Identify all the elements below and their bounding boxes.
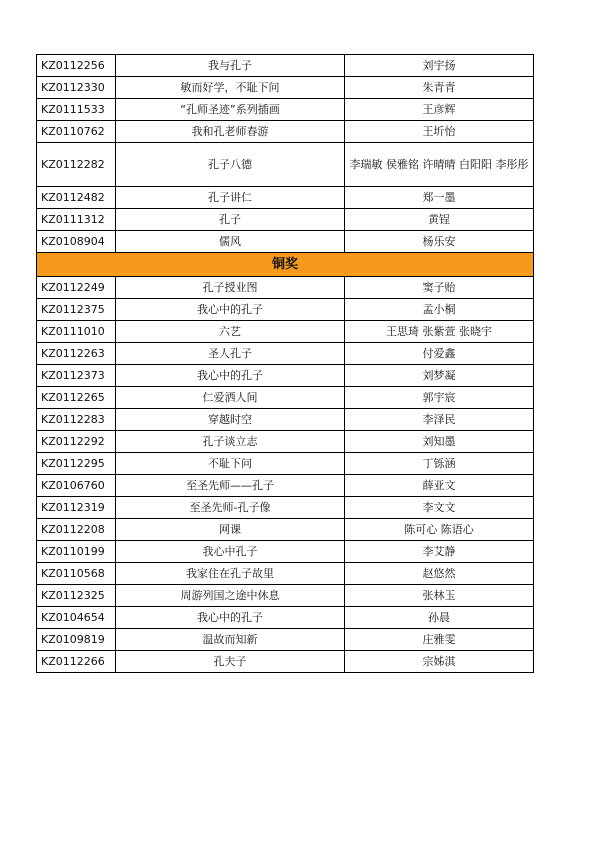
entry-author-cell: 孟小桐 [345, 299, 534, 321]
entry-author-cell: 孙晨 [345, 607, 534, 629]
table-row [37, 387, 534, 409]
table-row [37, 651, 534, 673]
entry-id-cell: KZ0104654 [37, 607, 116, 629]
entry-id-cell: KZ0110762 [37, 121, 116, 143]
entry-title-cell: 孔子授业图 [116, 277, 345, 299]
table-row [37, 321, 534, 343]
entry-title-cell: 孔子 [116, 209, 345, 231]
entry-author-cell: 赵悠然 [345, 563, 534, 585]
entry-author-cell: 付爱鑫 [345, 343, 534, 365]
entry-author-cell: 杨乐安 [345, 231, 534, 253]
entry-author-cell: 王彦辉 [345, 99, 534, 121]
entry-author-cell: 刘知墨 [345, 431, 534, 453]
table-row [37, 365, 534, 387]
entry-title-cell: 我心中的孔子 [116, 299, 345, 321]
entry-author-cell: 李文文 [345, 497, 534, 519]
entry-id-cell: KZ0109819 [37, 629, 116, 651]
table-row [37, 519, 534, 541]
awards-table [36, 54, 534, 673]
table-row [37, 143, 534, 187]
table-row [37, 453, 534, 475]
table-row [37, 187, 534, 209]
table-row [37, 431, 534, 453]
section-header-row [37, 253, 534, 277]
table-row [37, 497, 534, 519]
entry-title-cell: 孔夫子 [116, 651, 345, 673]
entry-author-cell: 刘宇扬 [345, 55, 534, 77]
entry-title-cell: 仁爱洒人间 [116, 387, 345, 409]
table-row [37, 607, 534, 629]
awards-table-body [37, 55, 534, 673]
entry-title-cell: 我和孔老师春游 [116, 121, 345, 143]
table-row [37, 55, 534, 77]
entry-id-cell: KZ0112282 [37, 143, 116, 187]
entry-author-cell: 薛亚文 [345, 475, 534, 497]
entry-id-cell: KZ0112266 [37, 651, 116, 673]
entry-author-cell: 朱青青 [345, 77, 534, 99]
entry-id-cell: KZ0112208 [37, 519, 116, 541]
entry-id-cell: KZ0112292 [37, 431, 116, 453]
entry-title-cell: 温故而知新 [116, 629, 345, 651]
entry-id-cell: KZ0111010 [37, 321, 116, 343]
table-row [37, 541, 534, 563]
entry-title-cell: 敏而好学，不耻下问 [116, 77, 345, 99]
table-row [37, 231, 534, 253]
entry-title-cell: 我与孔子 [116, 55, 345, 77]
entry-id-cell: KZ0112373 [37, 365, 116, 387]
entry-id-cell: KZ0111312 [37, 209, 116, 231]
table-row [37, 409, 534, 431]
entry-id-cell: KZ0112265 [37, 387, 116, 409]
table-row [37, 475, 534, 497]
entry-id-cell: KZ0106760 [37, 475, 116, 497]
table-row [37, 77, 534, 99]
entry-id-cell: KZ0112263 [37, 343, 116, 365]
entry-title-cell: “孔师圣迹”系列插画 [116, 99, 345, 121]
entry-id-cell: KZ0110199 [37, 541, 116, 563]
entry-author-cell: 李艾静 [345, 541, 534, 563]
entry-id-cell: KZ0112319 [37, 497, 116, 519]
entry-id-cell: KZ0112249 [37, 277, 116, 299]
table-row [37, 277, 534, 299]
entry-title-cell: 我心中的孔子 [116, 607, 345, 629]
table-row [37, 629, 534, 651]
entry-title-cell: 我心中孔子 [116, 541, 345, 563]
entry-author-cell: 郭宇宸 [345, 387, 534, 409]
entry-author-cell: 庄雅雯 [345, 629, 534, 651]
entry-title-cell: 周游列国之途中休息 [116, 585, 345, 607]
table-row [37, 585, 534, 607]
entry-id-cell: KZ0112330 [37, 77, 116, 99]
entry-id-cell: KZ0112482 [37, 187, 116, 209]
table-row [37, 563, 534, 585]
entry-title-cell: 至圣先师——孔子 [116, 475, 345, 497]
entry-author-cell: 刘梦凝 [345, 365, 534, 387]
entry-title-cell: 六艺 [116, 321, 345, 343]
entry-author-cell: 黄锃 [345, 209, 534, 231]
entry-title-cell: 儒风 [116, 231, 345, 253]
table-row [37, 209, 534, 231]
entry-id-cell: KZ0112325 [37, 585, 116, 607]
entry-id-cell: KZ0111533 [37, 99, 116, 121]
entry-id-cell: KZ0110568 [37, 563, 116, 585]
entry-id-cell: KZ0112283 [37, 409, 116, 431]
entry-title-cell: 至圣先师-孔子像 [116, 497, 345, 519]
entry-title-cell: 我心中的孔子 [116, 365, 345, 387]
entry-id-cell: KZ0108904 [37, 231, 116, 253]
entry-title-cell: 孔子八德 [116, 143, 345, 187]
entry-author-cell: 李瑞敏 侯雅铭 许晴晴 白阳阳 李彤彤 [345, 143, 534, 187]
entry-title-cell: 我家住在孔子故里 [116, 563, 345, 585]
entry-author-cell: 张林玉 [345, 585, 534, 607]
entry-id-cell: KZ0112256 [37, 55, 116, 77]
section-title: 铜奖 [37, 253, 534, 277]
entry-title-cell: 孔子讲仁 [116, 187, 345, 209]
entry-id-cell: KZ0112375 [37, 299, 116, 321]
entry-author-cell: 陈可心 陈语心 [345, 519, 534, 541]
table-row [37, 121, 534, 143]
entry-author-cell: 宗姊淇 [345, 651, 534, 673]
entry-author-cell: 王思琦 张紫萱 张晓宇 [345, 321, 534, 343]
entry-author-cell: 郑一墨 [345, 187, 534, 209]
entry-author-cell: 窦子贻 [345, 277, 534, 299]
entry-title-cell: 圣人孔子 [116, 343, 345, 365]
entry-title-cell: 孔子谈立志 [116, 431, 345, 453]
table-row [37, 343, 534, 365]
table-row [37, 299, 534, 321]
entry-title-cell: 不耻下问 [116, 453, 345, 475]
entry-author-cell: 丁铄涵 [345, 453, 534, 475]
entry-author-cell: 王圻怡 [345, 121, 534, 143]
entry-author-cell: 李泽民 [345, 409, 534, 431]
entry-title-cell: 网课 [116, 519, 345, 541]
entry-title-cell: 穿越时空 [116, 409, 345, 431]
entry-id-cell: KZ0112295 [37, 453, 116, 475]
table-row [37, 99, 534, 121]
